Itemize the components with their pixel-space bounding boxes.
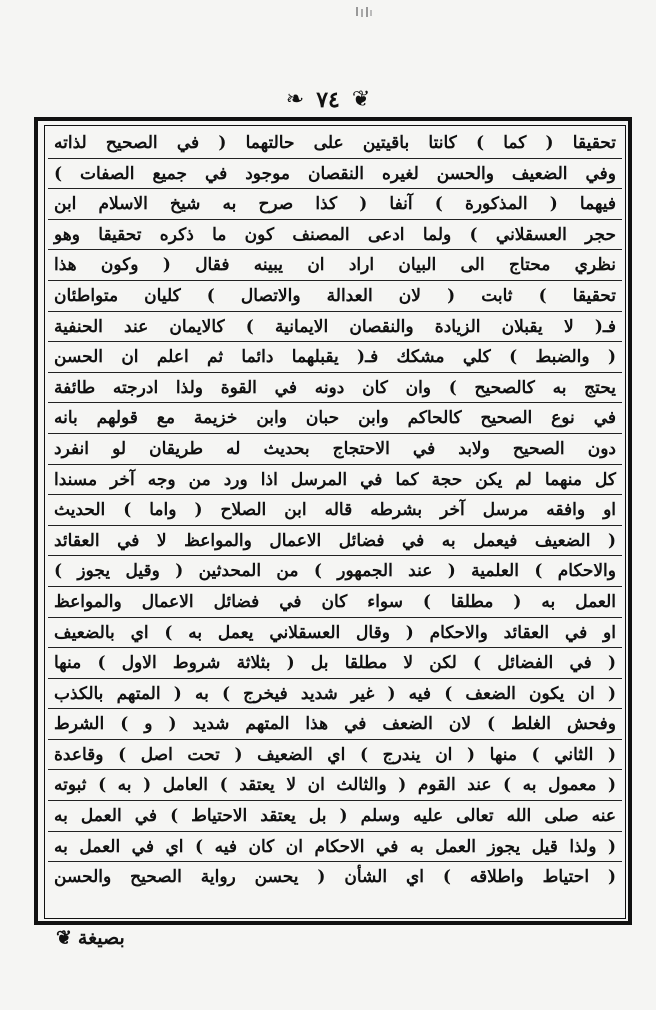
floral-ornament-icon: ❧ (285, 87, 305, 112)
text-line: ( والضبط ) كلي مشكك فـ( يقبلهما دائما ثم اعلم ان الحسن (48, 342, 622, 373)
text-line: او في العقائد والاحكام ( وقال العسقلاني يعمل به ) اي بالضعيف (48, 618, 622, 649)
floral-ornament-icon: ❦ (56, 927, 72, 949)
text-line: وفحش الغلط ) لان الضعف في هذا المتهم شديد ( و ) الشرط (48, 709, 622, 740)
ink-speck (355, 6, 373, 18)
text-line: عنه صلى الله تعالى عليه وسلم ( بل يعتقد الاحتياط ) في العمل به (48, 801, 622, 832)
text-line: وفي الضعيف والحسن لغيره النقصان موجود في جميع الصفات ) (48, 159, 622, 190)
text-line: دون الصحيح ولابد في الاحتجاج بحديث له طريقان لو انفرد (48, 434, 622, 465)
text-line: في نوع الصحيح كالحاكم وابن حبان وابن خزيمة مع قولهم بانه (48, 403, 622, 434)
text-line: يحتج به كالصحيح ) وان كان دونه في القوة ولذا ادرجته طائفة (48, 373, 622, 404)
floral-ornament-icon: ❦ (351, 87, 371, 112)
text-line: ( الثاني ) منها ( ان يندرج ) اي الضعيف ( تحت اصل ) وقاعدة (48, 740, 622, 771)
text-line: والاحكام ) العلمية ( عند الجمهور ) من المحدثين ( وقيل يجوز ) (48, 556, 622, 587)
text-line: تحقيقا ) ثابت ( لان العدالة والاتصال ) كليان متواطئان (48, 281, 622, 312)
text-line: نظري محتاج الى البيان اراد ان يبينه فقال ( وكون هذا (48, 250, 622, 281)
text-line: ( ان يكون الضعف ) فيه ( غير شديد فيخرج ) به ( المتهم بالكذب (48, 679, 622, 710)
text-line: ( احتياط واطلاقه ) اي الشأن ( يحسن رواية الصحيح والحسن (54, 867, 616, 888)
text-line: ( ولذا قيل يجوز العمل به في الاحكام ان كان فيه ) اي في العمل به (48, 832, 622, 863)
text-line: ( في الفضائل ) لكن لا مطلقا بل ( بثلاثة شروط الاول ) منها (48, 648, 622, 679)
text-line: فـ( لا يقبلان الزيادة والنقصان الايمانية ) كالايمان عند الحنفية (48, 312, 622, 343)
page-header (0, 84, 656, 116)
text-line: تحقيقا ( كما ) كانتا باقيتين على حالتهما ( في الصحيح لذاته (48, 128, 622, 159)
text-line: كل منهما لم يكن حجة كما في المرسل اذا ورد من وجه آخر مسندا (48, 465, 622, 496)
catchword-text: بصيغة (77, 927, 125, 949)
text-line: العمل به ( مطلقا ) سواء كان في فضائل الاعمال والمواعظ (48, 587, 622, 618)
text-line: ( معمول به ) عند القوم ( والثالث ان لا يعتقد ) العامل ( به ) ثبوته (48, 770, 622, 801)
text-line: ( الضعيف فيعمل به في فضائل الاعمال والمواعظ لا في العقائد (48, 526, 622, 557)
main-text (48, 128, 622, 893)
page-number: ٧٤ (316, 87, 340, 113)
text-line: حجر العسقلاني ) ولما ادعى المصنف كون ما ذكره تحقيقا وهو (48, 220, 622, 251)
text-line: او وافقه مرسل آخر بشرطه قاله ابن الصلاح ( واما ) الحديث (48, 495, 622, 526)
text-line: فيهما ( المذكورة ) آنفا ( كذا صرح به شيخ الاسلام ابن (48, 189, 622, 220)
catchword (56, 924, 125, 952)
